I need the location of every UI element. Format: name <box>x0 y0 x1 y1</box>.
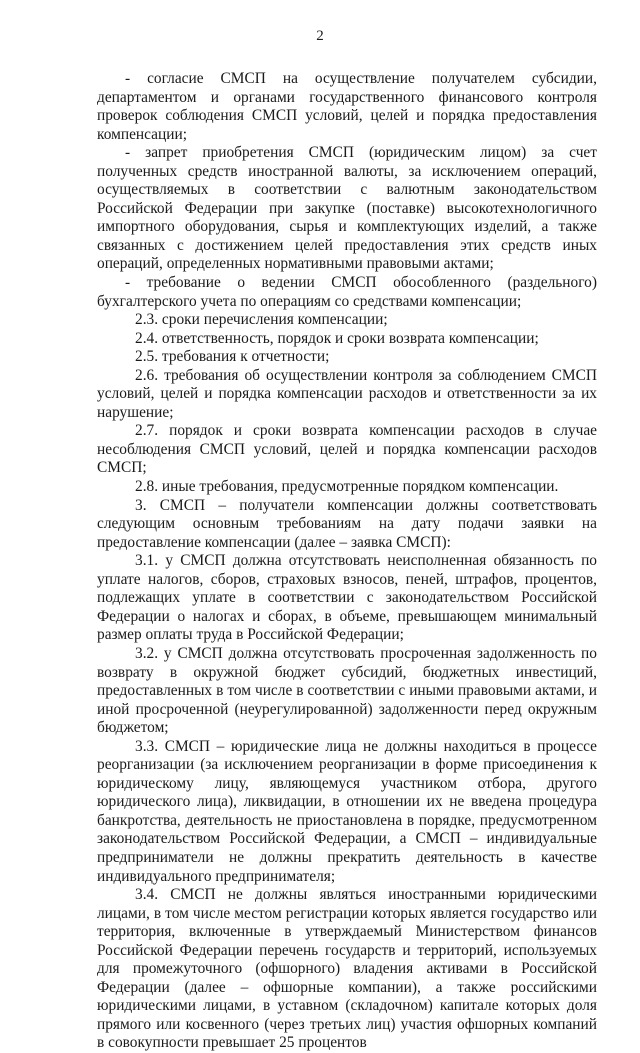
paragraph-2-5: 2.5. требования к отчетности; <box>135 348 330 366</box>
paragraph-currency-ban: - запрет приобретения СМСП (юридическим лицом) за счет полученных средств иностранной валюты, за исключением операций, осуществляемых в соответствии с валютным законодательством Российской Федерации при закупке (поставке) высокотехнологичного импортного оборудования, сырья и комплектующих изделий, а также связанных с достижением целей предоставления этих средств иных операций, определенных нормативными правовыми актами; <box>97 144 597 273</box>
paragraph-3-3: 3.3. СМСП – юридические лица не должны находиться в процессе реорганизации (за исключением реорганизации в форме присоединения к юридическому лицу, являющемуся участником отбора, другого юридического лица), ликвидации, в отношении их не введена процедура банкротства, деятельность не приостановлена в порядке, предусмотренном законодательством Российской Федерации, а СМСП – индивидуальные предприниматели не должны прекратить деятельность в качестве индивидуального предпринимателя; <box>97 737 597 885</box>
paragraph-2-8: 2.8. иные требования, предусмотренные порядком компенсации. <box>135 478 559 496</box>
paragraph-3: 3. СМСП – получатели компенсации должны соответствовать следующим основным требованиям на дату подачи заявки на предоставление компенсации (далее – заявка СМСП): <box>97 496 597 551</box>
paragraph-3-1: 3.1. у СМСП должна отсутствовать неисполненная обязанность по уплате налогов, сборов, страховых взносов, пеней, штрафов, процентов, подлежащих уплате в соответствии с законодательством Российской Федерации о налогах и сборах, в объеме, превышающем минимальный размер оплаты труда в Российской Федерации; <box>97 552 597 644</box>
document-body <box>97 70 597 1053</box>
paragraph-2-4: 2.4. ответственность, порядок и сроки возврата компенсации; <box>135 329 539 347</box>
paragraph-2-6: 2.6. требования об осуществлении контроля за соблюдением СМСП условий, целей и порядка компенсации расходов и ответственности за их нарушение; <box>97 366 597 421</box>
paragraph-consent-checks: - согласие СМСП на осуществление получателем субсидии, департаментом и органами государственного финансового контроля проверок соблюдения СМСП условий, целей и порядка предоставления компенсации; <box>97 70 597 143</box>
paragraph-3-2: 3.2. у СМСП должна отсутствовать просроченная задолженность по возврату в окружной бюджет субсидий, бюджетных инвестиций, предоставленных в том числе в соответствии с иными правовыми актами, и иной просроченной (неурегулированной) задолженности перед окружным бюджетом; <box>97 644 597 737</box>
paragraph-2-7: 2.7. порядок и сроки возврата компенсации расходов в случае несоблюдения СМСП условий, целей и порядка компенсации расходов СМСП; <box>97 422 597 477</box>
paragraph-3-4: 3.4. СМСП не должны являться иностранными юридическими лицами, в том числе местом регистрации которых является государство или территория, включенные в утверждаемый Министерством финансов Российской Федерации перечень государств и территорий, используемых для промежуточного (офшорного) владения активами в Российской Федерации (далее – офшорные компании), а также российскими юридическими лицами, в уставном (складочном) капитале которых доля прямого или косвенного (через третьих лиц) участия офшорных компаний в совокупности превышает 25 процентов <box>97 886 597 1052</box>
paragraph-separate-accounting: - требование о ведении СМСП обособленного (раздельного) бухгалтерского учета по операциям со средствами компенсации; <box>97 274 597 310</box>
page-number: 2 <box>316 28 324 44</box>
paragraph-2-3: 2.3. сроки перечисления компенсации; <box>135 311 388 329</box>
